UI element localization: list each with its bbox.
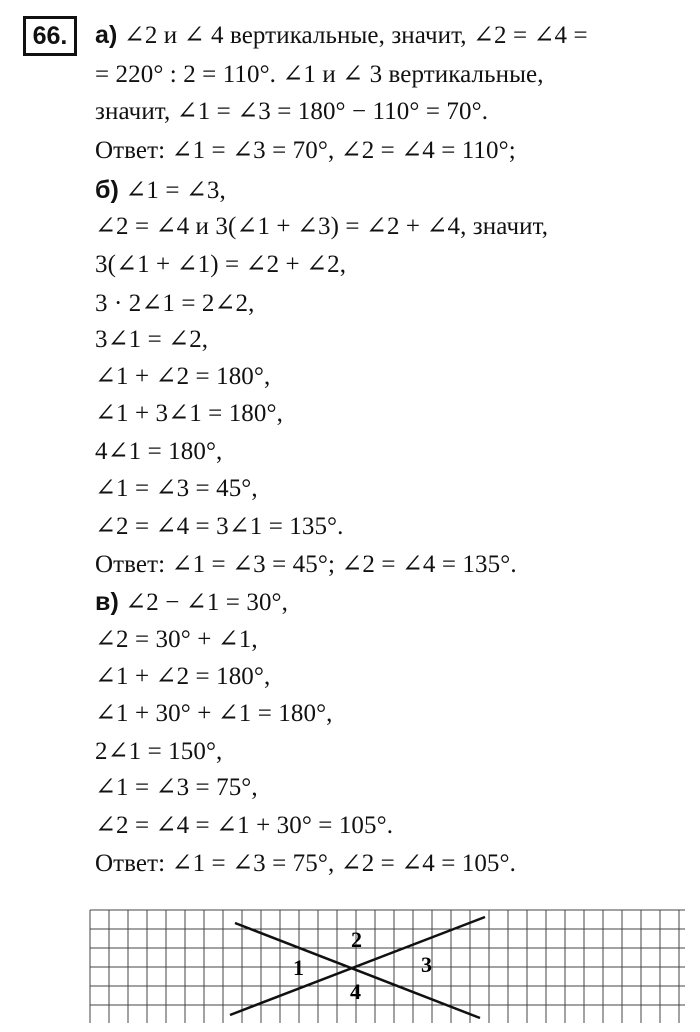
solution-line	[95, 437, 222, 467]
grid-paper	[90, 910, 685, 1023]
solution-line	[95, 97, 488, 127]
line-text: 4∠1 = 180°,	[95, 438, 223, 465]
solution-line	[95, 60, 544, 90]
solution-line	[95, 325, 208, 355]
line-text: ∠1 + ∠2 = 180°,	[95, 663, 271, 690]
line-text: ∠2 = 30° + ∠1,	[95, 626, 258, 653]
angle-label-1: 1	[293, 955, 304, 980]
solution-line	[95, 399, 283, 429]
line-text: ∠2 и ∠ 4 вертикальные, значит, ∠2 = ∠4 =	[117, 22, 588, 49]
line-text: ∠1 + ∠2 = 180°,	[95, 363, 271, 390]
solution-line	[95, 289, 254, 319]
part-label: б)	[95, 176, 119, 204]
line-text: 2∠1 = 150°,	[95, 738, 223, 765]
solution-line	[95, 212, 548, 242]
angle-label-2: 2	[351, 927, 362, 952]
line-text: значит, ∠1 = ∠3 = 180° − 110° = 70°.	[95, 98, 489, 125]
angle-label-4: 4	[350, 979, 361, 1004]
solution-line	[95, 773, 258, 803]
line-text: 3∠1 = ∠2,	[95, 326, 209, 353]
solution-line	[95, 20, 588, 51]
solution-line	[95, 699, 333, 729]
line-text: Ответ: ∠1 = ∠3 = 70°, ∠2 = ∠4 = 110°;	[95, 137, 516, 164]
line-text: ∠1 = ∠3 = 75°,	[95, 774, 258, 801]
solution-line	[95, 550, 517, 580]
line-text: ∠1 + 30° + ∠1 = 180°,	[95, 700, 333, 727]
line-text: ∠2 − ∠1 = 30°,	[118, 589, 288, 616]
line-text: ∠2 = ∠4 = 3∠1 = 135°.	[95, 513, 344, 540]
part-label: в)	[95, 588, 119, 616]
solution-line	[95, 625, 258, 655]
line-text: ∠1 = ∠3 = 45°,	[95, 475, 258, 502]
line-text: Ответ: ∠1 = ∠3 = 45°; ∠2 = ∠4 = 135°.	[95, 551, 517, 578]
solution-line	[95, 512, 344, 542]
line-text: = 220° : 2 = 110°. ∠1 и ∠ 3 вертикальные,	[95, 61, 544, 88]
line-text: ∠2 = ∠4 = ∠1 + 30° = 105°.	[95, 812, 394, 839]
angle-label-3: 3	[421, 952, 432, 977]
line-text: ∠1 + 3∠1 = 180°,	[95, 400, 283, 427]
problem-number: 66.	[23, 16, 77, 56]
part-label: а)	[95, 21, 118, 49]
solution-line	[95, 175, 226, 206]
solution-line	[95, 362, 270, 392]
solution-line	[95, 737, 222, 767]
solution-line	[95, 250, 346, 280]
solution-line	[95, 849, 516, 879]
line-text: ∠1 = ∠3,	[118, 177, 226, 204]
line-text: Ответ: ∠1 = ∠3 = 75°, ∠2 = ∠4 = 105°.	[95, 850, 516, 877]
solution-line	[95, 587, 288, 618]
line-text: 3 · 2∠1 = 2∠2,	[95, 290, 255, 317]
line-text: 3(∠1 + ∠1) = ∠2 + ∠2,	[95, 251, 347, 278]
intersecting-lines-figure	[85, 905, 690, 1025]
solution-line	[95, 474, 258, 504]
line-text: ∠2 = ∠4 и 3(∠1 + ∠3) = ∠2 + ∠4, значит,	[95, 213, 549, 240]
solution-line	[95, 662, 270, 692]
solution-line	[95, 136, 516, 166]
solution-line	[95, 811, 393, 841]
